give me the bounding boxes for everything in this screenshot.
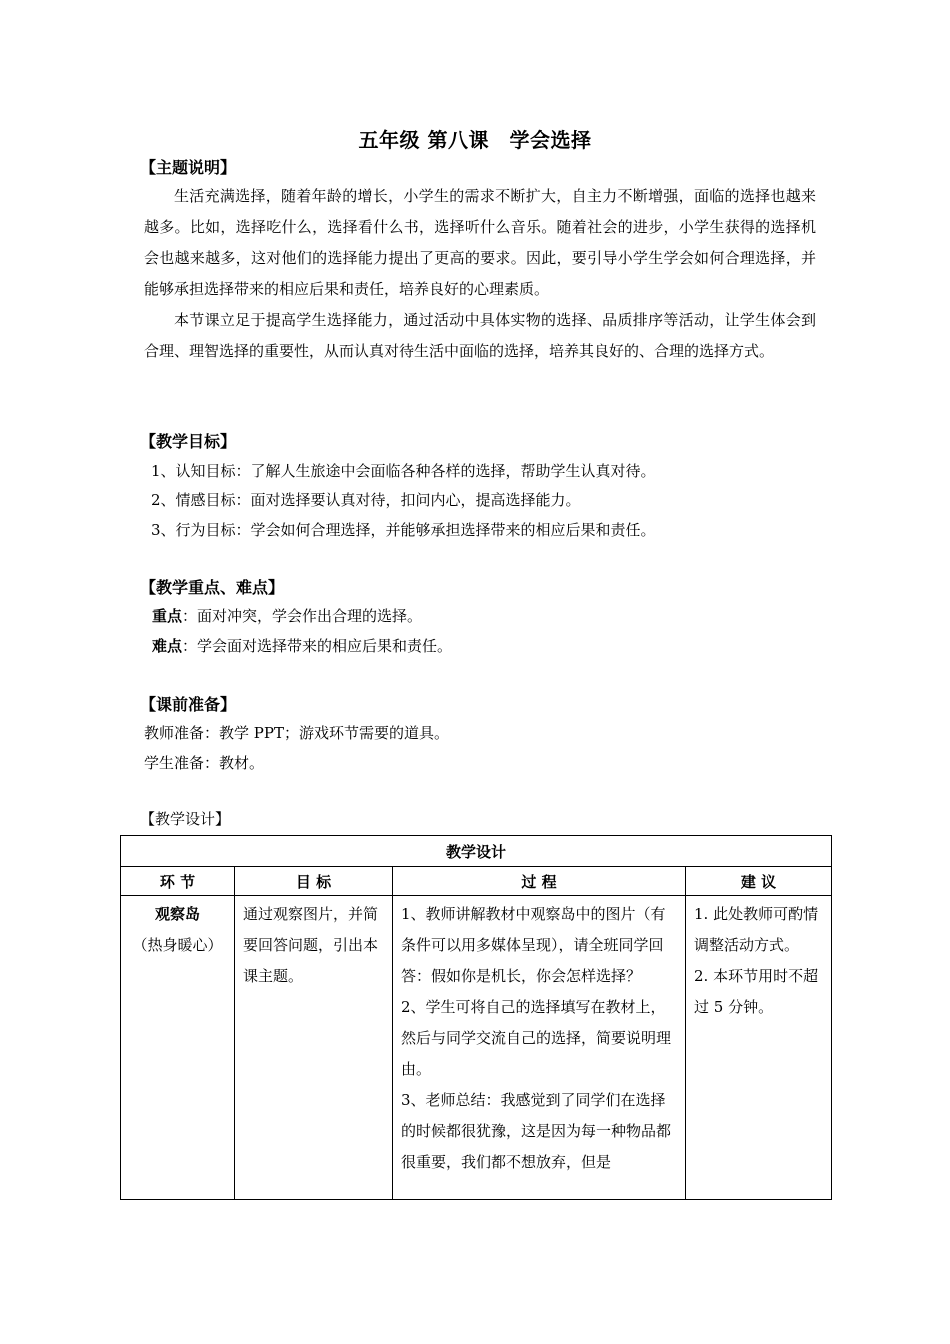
stage-cell [121, 896, 235, 1200]
column-header-advice: 建 议 [686, 867, 832, 896]
stage-subtitle: （热身暖心） [132, 936, 223, 954]
column-header-process: 过 程 [393, 867, 686, 896]
difficult-point-label: 难点 [152, 637, 183, 655]
column-header-stage: 环 节 [121, 867, 235, 896]
table-title-row [121, 836, 832, 867]
difficult-point-line [152, 635, 452, 656]
process-step-3: 3、老师总结：我感觉到了同学们在选择的时候都很犹豫，这是因为每一种物品都很重要，我们都不想放弃，但是 [401, 1091, 672, 1171]
table-title: 教学设计 [121, 836, 832, 867]
document-title: 五年级 第八课 学会选择 [358, 128, 592, 152]
preparation-heading: 【课前准备】 [140, 695, 237, 714]
goals-heading: 【教学目标】 [140, 432, 237, 451]
goal-cell [235, 896, 393, 1200]
goal-item-3: 3、行为目标：学会如何合理选择，并能够承担选择带来的相应后果和责任。 [151, 521, 656, 539]
key-points-heading: 【教学重点、难点】 [140, 578, 285, 597]
process-cell [393, 896, 686, 1200]
table-row [121, 896, 832, 1200]
stage-name: 观察岛 [154, 905, 200, 923]
goal-item-1: 1、认知目标：了解人生旅途中会面临各种各样的选择，帮助学生认真对待。 [151, 462, 656, 480]
goal-item-2: 2、情感目标：面对选择要认真对待，扣问内心，提高选择能力。 [151, 491, 581, 509]
advice-item-1: 1. 此处教师可酌情调整活动方式。 [694, 905, 819, 954]
advice-cell [686, 896, 832, 1200]
table-header-row [121, 867, 832, 896]
key-point-label: 重点 [152, 607, 183, 625]
goal-text: 通过观察图片，并简要回答问题，引出本课主题。 [243, 905, 379, 985]
theme-paragraph-2: 本节课立足于提高学生选择能力，通过活动中具体实物的选择、品质排序等活动，让学生体会到合理、理智选择的重要性，从而认真对待生活中面临的选择，培养其良好的、合理的选择方式。 [144, 311, 816, 360]
key-point-text: ：面对冲突，学会作出合理的选择。 [182, 607, 423, 625]
student-preparation: 学生准备：教材。 [144, 754, 265, 772]
theme-heading: 【主题说明】 [140, 158, 237, 177]
process-step-2: 2、学生可将自己的选择填写在教材上，然后与同学交流自己的选择，简要说明理由。 [401, 998, 672, 1078]
teaching-design-table [120, 835, 832, 1200]
difficult-point-text: ：学会面对选择带来的相应后果和责任。 [182, 637, 453, 655]
process-step-1: 1、教师讲解教材中观察岛中的图片（有条件可以用多媒体呈现），请全班同学回答：假如你是机长，你会怎样选择？ [401, 905, 666, 985]
column-header-goal: 目 标 [235, 867, 393, 896]
advice-item-2: 2. 本环节用时不超过 5 分钟。 [694, 967, 819, 1016]
theme-paragraph-1: 生活充满选择，随着年龄的增长，小学生的需求不断扩大，自主力不断增强，面临的选择也越来越多。比如，选择吃什么，选择看什么书，选择听什么音乐。随着社会的进步，小学生获得的选择机会也越来越多，这对他们的选择能力提出了更高的要求。因此，要引导小学生学会如何合理选择，并能够承担选择带来的相应后果和责任，培养良好的心理素质。 [144, 187, 816, 298]
key-point-line [152, 605, 422, 626]
teacher-preparation: 教师准备：教学 PPT；游戏环节需要的道具。 [144, 724, 449, 742]
design-heading: 【教学设计】 [140, 810, 231, 828]
